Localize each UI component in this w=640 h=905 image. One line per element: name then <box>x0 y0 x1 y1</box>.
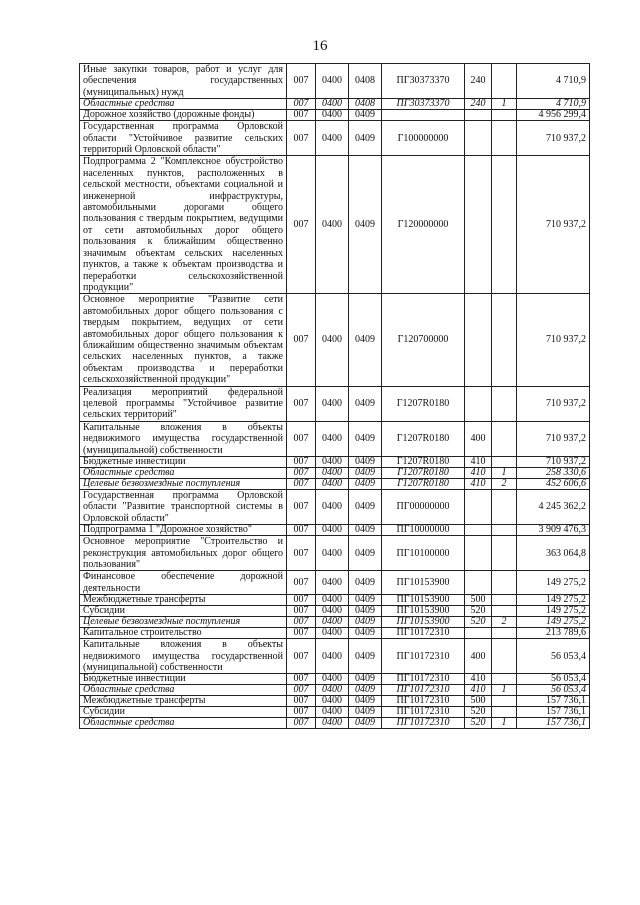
row-section-code: 0400 <box>316 421 349 456</box>
row-expense-type-code: 400 <box>465 639 492 674</box>
table-row <box>80 294 590 386</box>
row-name: Дорожное хозяйство (дорожные фонды) <box>80 110 287 121</box>
table-row <box>80 707 590 718</box>
row-target-code: ПГ10172310 <box>382 696 465 707</box>
table-row <box>80 674 590 685</box>
row-section-code: 0400 <box>316 64 349 99</box>
row-expense-type-code: 410 <box>465 685 492 696</box>
row-source-code <box>492 294 517 386</box>
row-source-code <box>492 110 517 121</box>
row-section-code: 0400 <box>316 696 349 707</box>
row-source-code <box>492 421 517 456</box>
row-source-code: 1 <box>492 718 517 729</box>
row-expense-type-code: 520 <box>465 718 492 729</box>
table-row <box>80 536 590 571</box>
row-name: Целевые безвозмездные поступления <box>80 479 287 490</box>
row-amount: 4 956 299,4 <box>517 110 590 121</box>
row-target-code: Г1207R0180 <box>382 421 465 456</box>
row-expense-type-code: 400 <box>465 421 492 456</box>
row-source-code <box>492 525 517 536</box>
row-target-code: ПГ10153900 <box>382 595 465 606</box>
row-ministry-code: 007 <box>287 479 316 490</box>
row-subsection-code: 0409 <box>349 628 382 639</box>
row-target-code: Г1207R0180 <box>382 386 465 421</box>
row-source-code <box>492 571 517 595</box>
row-section-code: 0400 <box>316 617 349 628</box>
row-target-code: Г1207R0180 <box>382 468 465 479</box>
row-ministry-code: 007 <box>287 536 316 571</box>
row-subsection-code: 0409 <box>349 479 382 490</box>
row-source-code <box>492 628 517 639</box>
row-amount: 710 937,2 <box>517 386 590 421</box>
row-section-code: 0400 <box>316 707 349 718</box>
row-ministry-code: 007 <box>287 490 316 525</box>
row-target-code: ПГ10000000 <box>382 525 465 536</box>
row-ministry-code: 007 <box>287 64 316 99</box>
row-name: Межбюджетные трансферты <box>80 595 287 606</box>
table-row <box>80 595 590 606</box>
row-amount: 710 937,2 <box>517 156 590 294</box>
row-target-code: ПГ10153900 <box>382 571 465 595</box>
row-expense-type-code <box>465 386 492 421</box>
row-subsection-code: 0409 <box>349 421 382 456</box>
row-target-code: ПГ10153900 <box>382 617 465 628</box>
row-expense-type-code <box>465 294 492 386</box>
row-name: Субсидии <box>80 707 287 718</box>
row-amount: 149 275,2 <box>517 595 590 606</box>
row-amount: 710 937,2 <box>517 294 590 386</box>
row-subsection-code: 0409 <box>349 707 382 718</box>
row-section-code: 0400 <box>316 468 349 479</box>
row-amount: 56 053,4 <box>517 674 590 685</box>
row-source-code: 1 <box>492 99 517 110</box>
row-name: Областные средства <box>80 718 287 729</box>
row-amount: 3 909 476,3 <box>517 525 590 536</box>
row-name: Областные средства <box>80 468 287 479</box>
row-amount: 149 275,2 <box>517 617 590 628</box>
table-row <box>80 386 590 421</box>
table-row <box>80 421 590 456</box>
row-ministry-code: 007 <box>287 571 316 595</box>
row-source-code <box>492 121 517 156</box>
row-ministry-code: 007 <box>287 121 316 156</box>
row-expense-type-code <box>465 156 492 294</box>
row-name: Межбюджетные трансферты <box>80 696 287 707</box>
row-ministry-code: 007 <box>287 674 316 685</box>
row-section-code: 0400 <box>316 121 349 156</box>
row-ministry-code: 007 <box>287 421 316 456</box>
row-section-code: 0400 <box>316 294 349 386</box>
row-amount: 258 330,6 <box>517 468 590 479</box>
row-name: Основное мероприятие "Развитие сети автомобильных дорог общего пользования с твердым покрытием, ведущих от сети автомобильных дорог общего пользования к ближайшим общественно значимым объектам сельских населенных пунктов, а также объектам производства и переработки сельскохозяйственной продукции" <box>80 294 287 386</box>
row-subsection-code: 0409 <box>349 110 382 121</box>
row-amount: 213 789,6 <box>517 628 590 639</box>
table-row <box>80 525 590 536</box>
table-row <box>80 479 590 490</box>
row-section-code: 0400 <box>316 606 349 617</box>
row-expense-type-code: 240 <box>465 99 492 110</box>
row-subsection-code: 0409 <box>349 571 382 595</box>
table-row <box>80 718 590 729</box>
row-section-code: 0400 <box>316 718 349 729</box>
row-subsection-code: 0409 <box>349 156 382 294</box>
row-subsection-code: 0409 <box>349 386 382 421</box>
row-expense-type-code <box>465 121 492 156</box>
row-subsection-code: 0409 <box>349 617 382 628</box>
row-target-code: Г1207R0180 <box>382 479 465 490</box>
row-source-code: 2 <box>492 617 517 628</box>
row-expense-type-code: 410 <box>465 457 492 468</box>
row-target-code: ПГ10153900 <box>382 606 465 617</box>
row-ministry-code: 007 <box>287 639 316 674</box>
row-amount: 56 053,4 <box>517 685 590 696</box>
row-section-code: 0400 <box>316 639 349 674</box>
row-name: Реализация мероприятий федеральной целевой программы "Устойчивое развитие сельских территорий" <box>80 386 287 421</box>
row-subsection-code: 0409 <box>349 685 382 696</box>
row-name: Бюджетные инвестиции <box>80 457 287 468</box>
row-subsection-code: 0409 <box>349 674 382 685</box>
row-name: Капитальные вложения в объекты недвижимого имущества государственной (муниципальной) собственности <box>80 639 287 674</box>
row-target-code: Г120000000 <box>382 156 465 294</box>
row-section-code: 0400 <box>316 386 349 421</box>
table-row <box>80 110 590 121</box>
row-target-code: ПГ10172310 <box>382 628 465 639</box>
row-source-code <box>492 696 517 707</box>
row-section-code: 0400 <box>316 525 349 536</box>
row-expense-type-code: 520 <box>465 617 492 628</box>
table-row <box>80 490 590 525</box>
row-expense-type-code: 240 <box>465 64 492 99</box>
row-amount: 710 937,2 <box>517 457 590 468</box>
row-section-code: 0400 <box>316 571 349 595</box>
row-target-code: ПГ30373370 <box>382 64 465 99</box>
row-source-code <box>492 639 517 674</box>
table-row <box>80 64 590 99</box>
row-section-code: 0400 <box>316 595 349 606</box>
row-amount: 157 736,1 <box>517 696 590 707</box>
table-row <box>80 99 590 110</box>
row-ministry-code: 007 <box>287 457 316 468</box>
row-ministry-code: 007 <box>287 294 316 386</box>
row-expense-type-code <box>465 490 492 525</box>
row-name: Областные средства <box>80 99 287 110</box>
row-amount: 452 606,6 <box>517 479 590 490</box>
table-row <box>80 685 590 696</box>
row-target-code: Г120700000 <box>382 294 465 386</box>
row-subsection-code: 0409 <box>349 696 382 707</box>
row-amount: 56 053,4 <box>517 639 590 674</box>
row-source-code <box>492 64 517 99</box>
row-expense-type-code: 410 <box>465 468 492 479</box>
row-expense-type-code: 410 <box>465 479 492 490</box>
row-amount: 4 710,9 <box>517 99 590 110</box>
row-subsection-code: 0409 <box>349 457 382 468</box>
page-number: 16 <box>312 38 328 54</box>
row-subsection-code: 0409 <box>349 639 382 674</box>
row-subsection-code: 0409 <box>349 718 382 729</box>
row-section-code: 0400 <box>316 479 349 490</box>
row-target-code: ПГ30373370 <box>382 99 465 110</box>
row-name: Государственная программа Орловской области "Устойчивое развитие сельских территорий Орловской области" <box>80 121 287 156</box>
row-source-code <box>492 595 517 606</box>
row-amount: 149 275,2 <box>517 606 590 617</box>
row-amount: 4 710,9 <box>517 64 590 99</box>
row-name: Подпрограмма 1 "Дорожное хозяйство" <box>80 525 287 536</box>
row-expense-type-code <box>465 571 492 595</box>
row-target-code: ПГ10172310 <box>382 707 465 718</box>
row-amount: 363 064,8 <box>517 536 590 571</box>
table-row <box>80 606 590 617</box>
row-ministry-code: 007 <box>287 386 316 421</box>
row-name: Капитальные вложения в объекты недвижимого имущества государственной (муниципальной) собственности <box>80 421 287 456</box>
row-target-code: ПГ10172310 <box>382 674 465 685</box>
row-name: Капитальное строительство <box>80 628 287 639</box>
table-row <box>80 696 590 707</box>
row-target-code: Г100000000 <box>382 121 465 156</box>
row-section-code: 0400 <box>316 685 349 696</box>
row-subsection-code: 0409 <box>349 294 382 386</box>
row-ministry-code: 007 <box>287 468 316 479</box>
row-expense-type-code: 520 <box>465 707 492 718</box>
row-ministry-code: 007 <box>287 718 316 729</box>
row-ministry-code: 007 <box>287 525 316 536</box>
row-target-code: ПГ10100000 <box>382 536 465 571</box>
row-target-code <box>382 110 465 121</box>
row-source-code: 1 <box>492 685 517 696</box>
row-amount: 157 736,1 <box>517 718 590 729</box>
row-ministry-code: 007 <box>287 606 316 617</box>
row-section-code: 0400 <box>316 536 349 571</box>
row-section-code: 0400 <box>316 99 349 110</box>
row-expense-type-code: 500 <box>465 696 492 707</box>
row-subsection-code: 0409 <box>349 606 382 617</box>
row-name: Финансовое обеспечение дорожной деятельности <box>80 571 287 595</box>
row-name: Государственная программа Орловской области "Развитие транспортной системы в Орловской области" <box>80 490 287 525</box>
row-section-code: 0400 <box>316 110 349 121</box>
row-subsection-code: 0408 <box>349 64 382 99</box>
table-row <box>80 628 590 639</box>
row-source-code <box>492 606 517 617</box>
row-amount: 4 245 362,2 <box>517 490 590 525</box>
row-target-code: ПГ10172310 <box>382 639 465 674</box>
row-expense-type-code <box>465 110 492 121</box>
row-source-code <box>492 674 517 685</box>
row-name: Основное мероприятие "Строительство и реконструкция автомобильных дорог общего пользования" <box>80 536 287 571</box>
row-name: Подпрограмма 2 "Комплексное обустройство населенных пунктов, расположенных в сельской местности, объектами социальной и инженерной инфраструктуры, автомобильными дорогами общего пользования с твердым покрытием, ведущими от сети автомобильных дорог общего пользования к ближайшим общественно значимым объектам сельских населенных пунктов, а также к объектам производства и переработки сельскохозяйственной продукции" <box>80 156 287 294</box>
row-name: Субсидии <box>80 606 287 617</box>
row-source-code: 1 <box>492 468 517 479</box>
row-subsection-code: 0409 <box>349 121 382 156</box>
row-expense-type-code: 410 <box>465 674 492 685</box>
row-name: Целевые безвозмездные поступления <box>80 617 287 628</box>
row-section-code: 0400 <box>316 628 349 639</box>
row-ministry-code: 007 <box>287 156 316 294</box>
row-ministry-code: 007 <box>287 110 316 121</box>
row-target-code: ПГ10172310 <box>382 685 465 696</box>
row-section-code: 0400 <box>316 674 349 685</box>
row-source-code <box>492 457 517 468</box>
table-row <box>80 468 590 479</box>
row-ministry-code: 007 <box>287 99 316 110</box>
row-subsection-code: 0409 <box>349 536 382 571</box>
row-section-code: 0400 <box>316 490 349 525</box>
row-expense-type-code <box>465 628 492 639</box>
row-ministry-code: 007 <box>287 628 316 639</box>
table-row <box>80 156 590 294</box>
table-row <box>80 121 590 156</box>
row-amount: 149 275,2 <box>517 571 590 595</box>
row-ministry-code: 007 <box>287 696 316 707</box>
row-ministry-code: 007 <box>287 685 316 696</box>
row-name: Иные закупки товаров, работ и услуг для обеспечения государственных (муниципальных) нужд <box>80 64 287 99</box>
row-ministry-code: 007 <box>287 707 316 718</box>
row-subsection-code: 0408 <box>349 99 382 110</box>
row-source-code <box>492 707 517 718</box>
row-expense-type-code: 520 <box>465 606 492 617</box>
row-ministry-code: 007 <box>287 617 316 628</box>
row-amount: 157 736,1 <box>517 707 590 718</box>
row-amount: 710 937,2 <box>517 421 590 456</box>
row-ministry-code: 007 <box>287 595 316 606</box>
row-expense-type-code <box>465 525 492 536</box>
table-row <box>80 571 590 595</box>
table-row <box>80 457 590 468</box>
row-subsection-code: 0409 <box>349 490 382 525</box>
row-section-code: 0400 <box>316 156 349 294</box>
row-name: Областные средства <box>80 685 287 696</box>
budget-table <box>79 63 590 729</box>
row-name: Бюджетные инвестиции <box>80 674 287 685</box>
row-source-code <box>492 490 517 525</box>
row-source-code <box>492 536 517 571</box>
row-expense-type-code: 500 <box>465 595 492 606</box>
row-subsection-code: 0409 <box>349 595 382 606</box>
row-target-code: ПГ00000000 <box>382 490 465 525</box>
row-target-code: Г1207R0180 <box>382 457 465 468</box>
budget-table-body <box>80 64 590 729</box>
table-row <box>80 639 590 674</box>
row-amount: 710 937,2 <box>517 121 590 156</box>
table-row <box>80 617 590 628</box>
row-target-code: ПГ10172310 <box>382 718 465 729</box>
row-subsection-code: 0409 <box>349 525 382 536</box>
row-section-code: 0400 <box>316 457 349 468</box>
row-subsection-code: 0409 <box>349 468 382 479</box>
row-source-code <box>492 156 517 294</box>
row-source-code: 2 <box>492 479 517 490</box>
row-expense-type-code <box>465 536 492 571</box>
row-source-code <box>492 386 517 421</box>
